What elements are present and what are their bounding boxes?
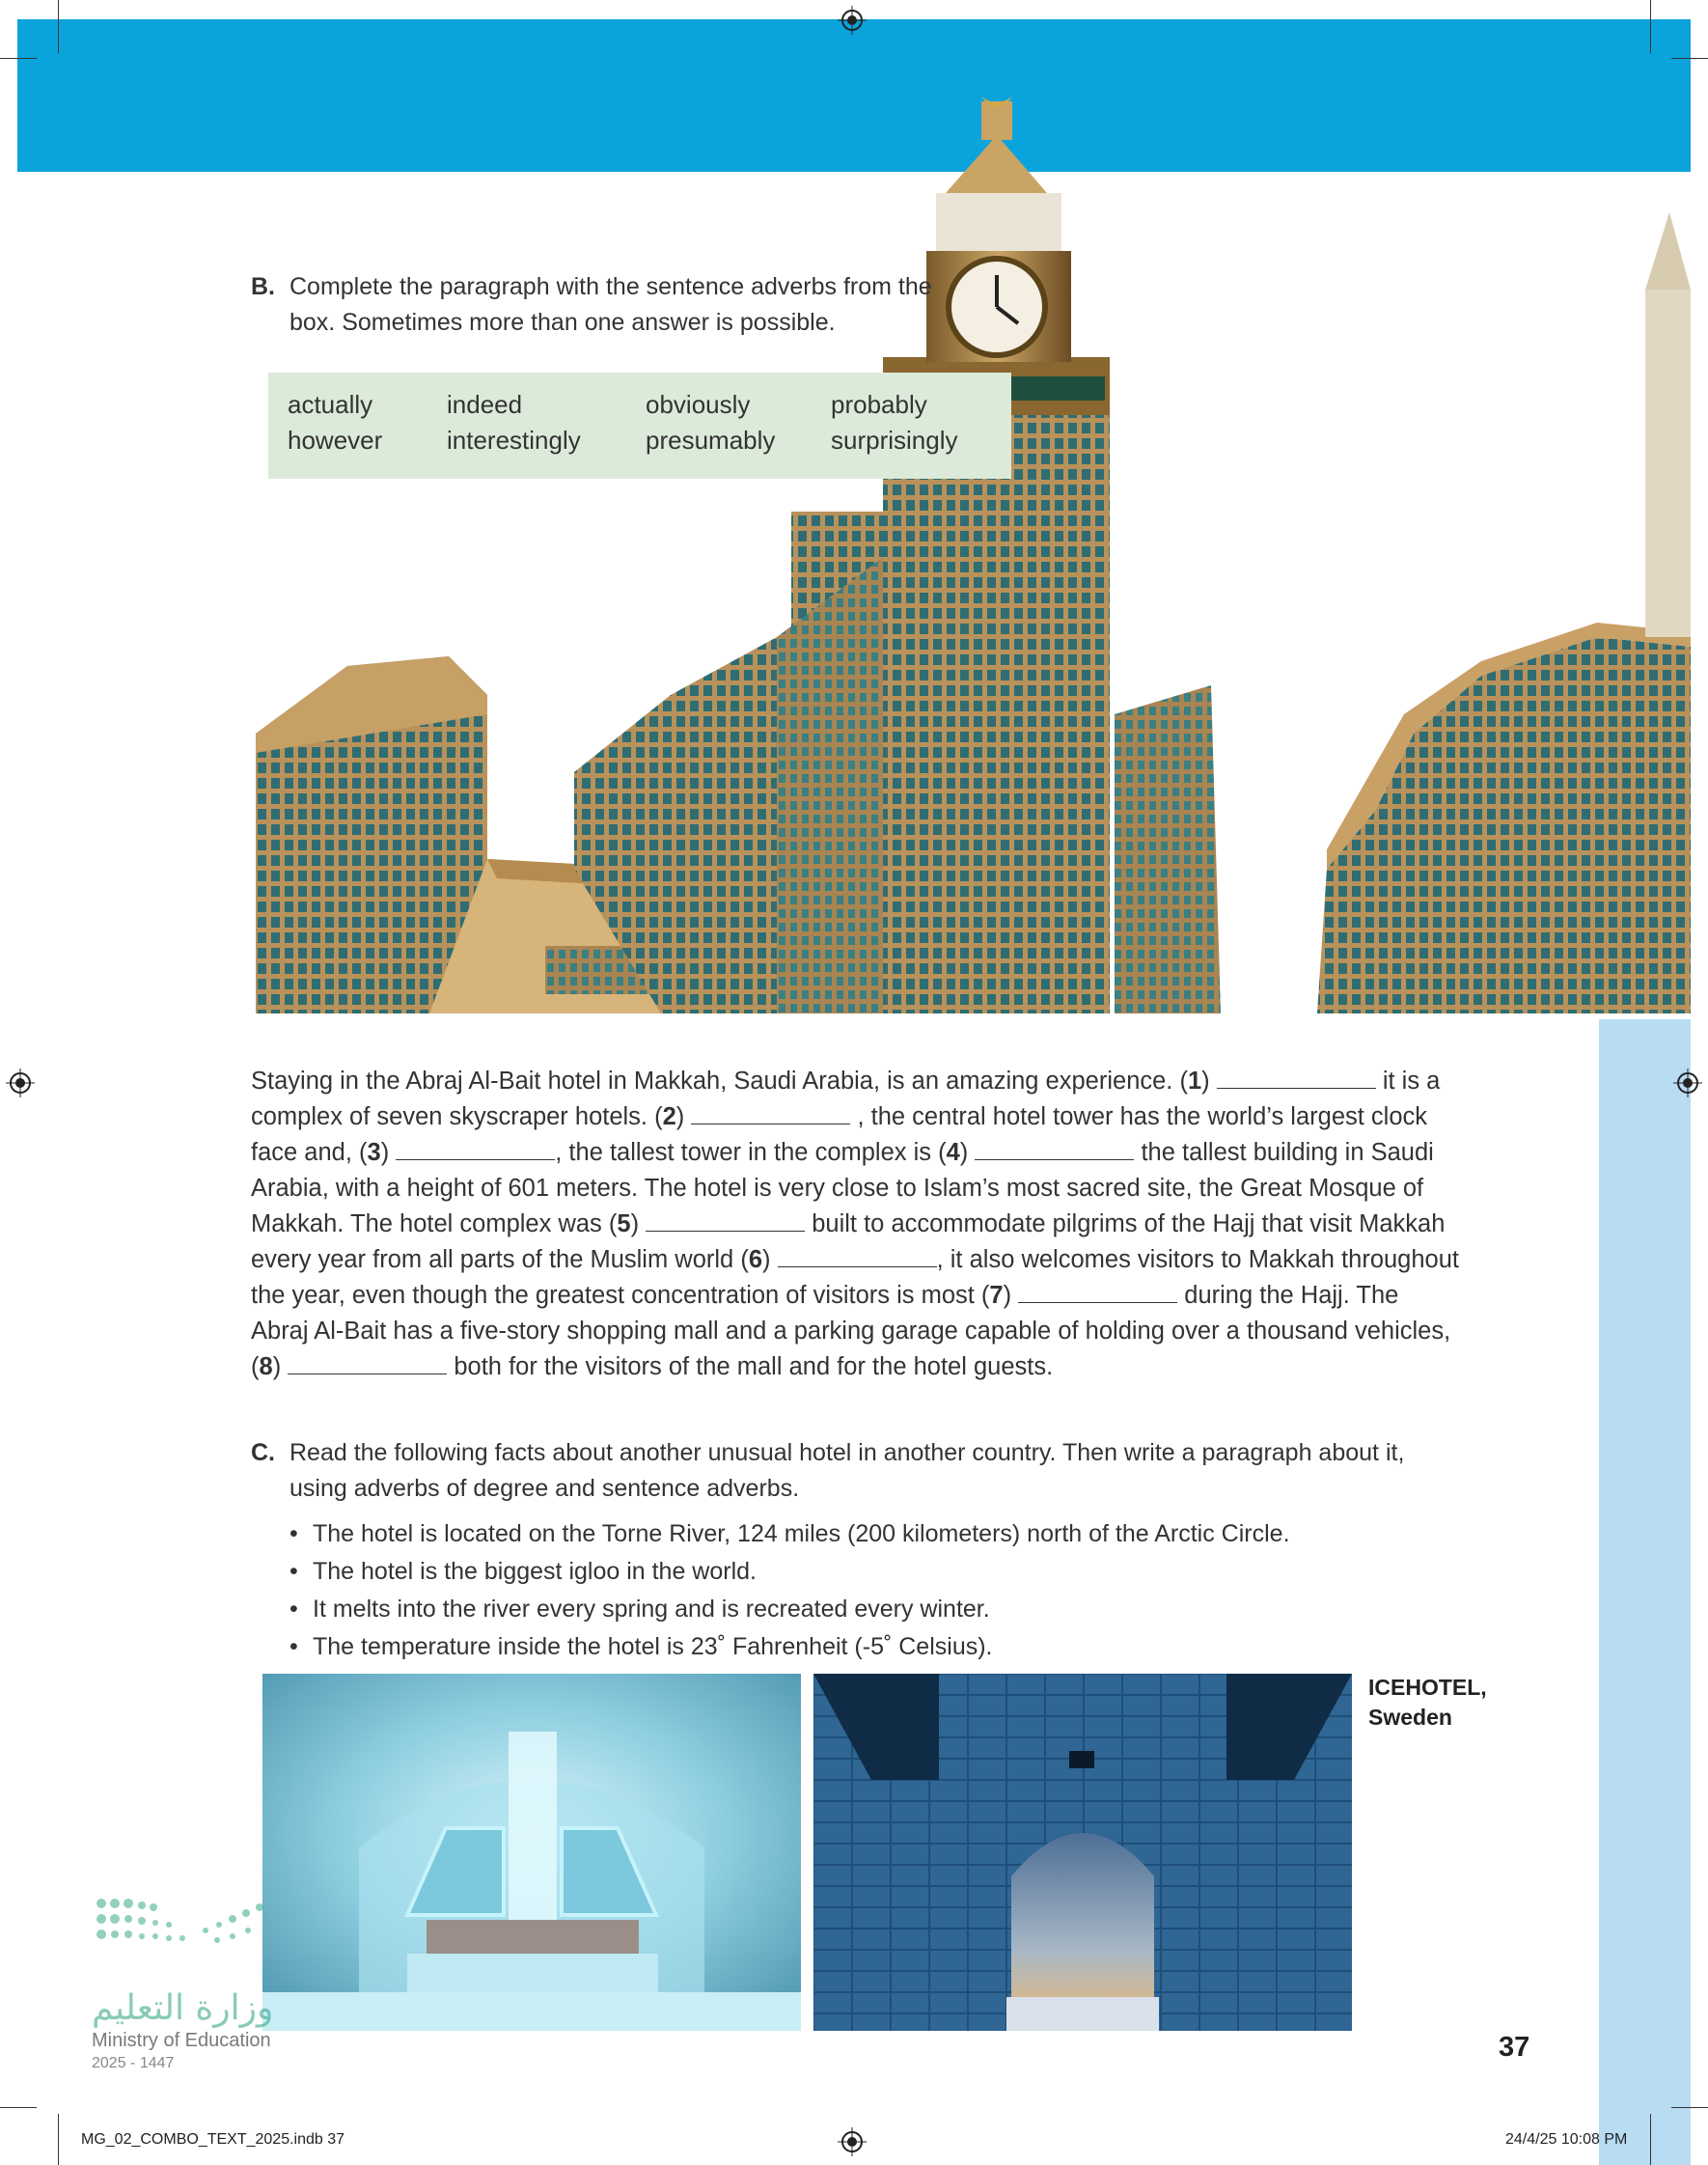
paragraph-text: ): [1201, 1068, 1217, 1095]
paragraph-text: ): [675, 1103, 692, 1130]
paragraph-text: face and, (: [251, 1139, 368, 1166]
paragraph-line: [251, 1314, 1534, 1349]
footer-file-info: MG_02_COMBO_TEXT_2025.indb 37: [81, 2131, 345, 2148]
word-option: however: [288, 426, 383, 455]
paragraph-text: ): [959, 1139, 976, 1166]
paragraph-text: the year, even though the greatest concentration of visitors is most (: [251, 1282, 990, 1309]
paragraph-text: , the tallest tower in the complex is (: [555, 1139, 947, 1166]
paragraph-text: Makkah. The hotel complex was (: [251, 1210, 618, 1237]
paragraph-text: ): [380, 1139, 397, 1166]
blank-number: 5: [617, 1210, 631, 1237]
paragraph-text: Arabia, with a height of 601 meters. The hotel is very close to Islam’s most sacred site, the Great Mosque of: [251, 1175, 1424, 1202]
icehotel-entrance-photo: [813, 1674, 1352, 2031]
word-box: [268, 373, 1011, 479]
paragraph-text: , it also welcomes visitors to Makkah throughout: [936, 1246, 1459, 1273]
paragraph-text: , the central hotel tower has the world’s largest clock: [850, 1103, 1428, 1130]
answer-blank[interactable]: [691, 1102, 850, 1124]
cloze-paragraph: [251, 1064, 1534, 1385]
paragraph-text: during the Hajj. The: [1177, 1282, 1399, 1309]
ministry-english-name: Ministry of Education: [92, 2030, 271, 2051]
blank-number: 3: [367, 1139, 381, 1166]
paragraph-text: Staying in the Abraj Al-Bait hotel in Makkah, Saudi Arabia, is an amazing experience. (: [251, 1068, 1188, 1095]
exercise-instruction: Read the following facts about another unusual hotel in another country. Then write a paragraph about it, using adverbs of degree and sentence adverbs.: [289, 1439, 1405, 1502]
word-option: presumably: [646, 426, 776, 455]
paragraph-line: [251, 1349, 1534, 1385]
paragraph-line: [251, 1242, 1534, 1278]
paragraph-text: ): [762, 1246, 778, 1273]
exercise-instruction: Complete the paragraph with the sentence adverbs from the box. Sometimes more than one answer is possible.: [289, 273, 932, 336]
answer-blank[interactable]: [1018, 1281, 1177, 1303]
paragraph-line: [251, 1278, 1534, 1314]
answer-blank[interactable]: [396, 1138, 555, 1160]
paragraph-text: complex of seven skyscraper hotels. (: [251, 1103, 663, 1130]
paragraph-line: [251, 1099, 1534, 1135]
paragraph-line: [251, 1207, 1534, 1242]
blank-number: 7: [989, 1282, 1004, 1309]
answer-blank[interactable]: [646, 1209, 805, 1232]
answer-blank[interactable]: [778, 1245, 937, 1267]
word-option: indeed: [447, 390, 523, 419]
exercise-label: C.: [251, 1439, 275, 1466]
word-option: probably: [831, 390, 927, 419]
paragraph-line: [251, 1135, 1534, 1171]
ministry-arabic-name: وزارة التعليم: [92, 1988, 274, 2028]
photo-caption: ICEHOTEL, Sweden: [1368, 1675, 1487, 1730]
paragraph-text: Abraj Al-Bait has a five-story shopping mall and a parking garage capable of holding over a thousand vehicles,: [251, 1318, 1451, 1345]
registration-mark-icon: [1673, 1069, 1702, 1097]
abraj-al-bait-photo: [256, 97, 1691, 1013]
answer-blank[interactable]: [975, 1138, 1134, 1160]
word-option: obviously: [646, 390, 751, 419]
paragraph-line: [251, 1064, 1534, 1099]
paragraph-text: every year from all parts of the Muslim world (: [251, 1246, 749, 1273]
blank-number: 4: [946, 1139, 960, 1166]
icehotel-room-photo: [262, 1674, 801, 2031]
answer-blank[interactable]: [288, 1352, 447, 1374]
blank-number: 8: [259, 1353, 273, 1380]
page-number: 37: [1499, 2032, 1530, 2063]
registration-mark-icon: [838, 2127, 867, 2156]
side-band: [1599, 1019, 1691, 2165]
blank-number: 6: [748, 1246, 763, 1273]
blank-number: 1: [1187, 1068, 1202, 1095]
paragraph-text: ): [272, 1353, 289, 1380]
registration-mark-icon: [838, 6, 867, 35]
paragraph-text: it is a: [1375, 1068, 1441, 1095]
blank-number: 2: [662, 1103, 676, 1130]
ministry-dots-icon: [92, 1892, 304, 1969]
word-option: interestingly: [447, 426, 581, 455]
paragraph-text: ): [1003, 1282, 1019, 1309]
paragraph-text: built to accommodate pilgrims of the Hajj that visit Makkah: [805, 1210, 1446, 1237]
paragraph-line: [251, 1171, 1534, 1207]
registration-mark-icon: [6, 1069, 35, 1097]
paragraph-text: the tallest building in Saudi: [1134, 1139, 1434, 1166]
word-option: actually: [288, 390, 373, 419]
paragraph-text: ): [630, 1210, 647, 1237]
paragraph-text: (: [251, 1353, 260, 1380]
word-option: surprisingly: [831, 426, 958, 455]
ministry-year: 2025 - 1447: [92, 2055, 175, 2071]
answer-blank[interactable]: [1217, 1067, 1376, 1089]
footer-date: 24/4/25 10:08 PM: [1505, 2131, 1628, 2148]
exercise-label: B.: [251, 273, 275, 300]
paragraph-text: both for the visitors of the mall and for the hotel guests.: [447, 1353, 1054, 1380]
ministry-logo: [92, 1892, 323, 2085]
